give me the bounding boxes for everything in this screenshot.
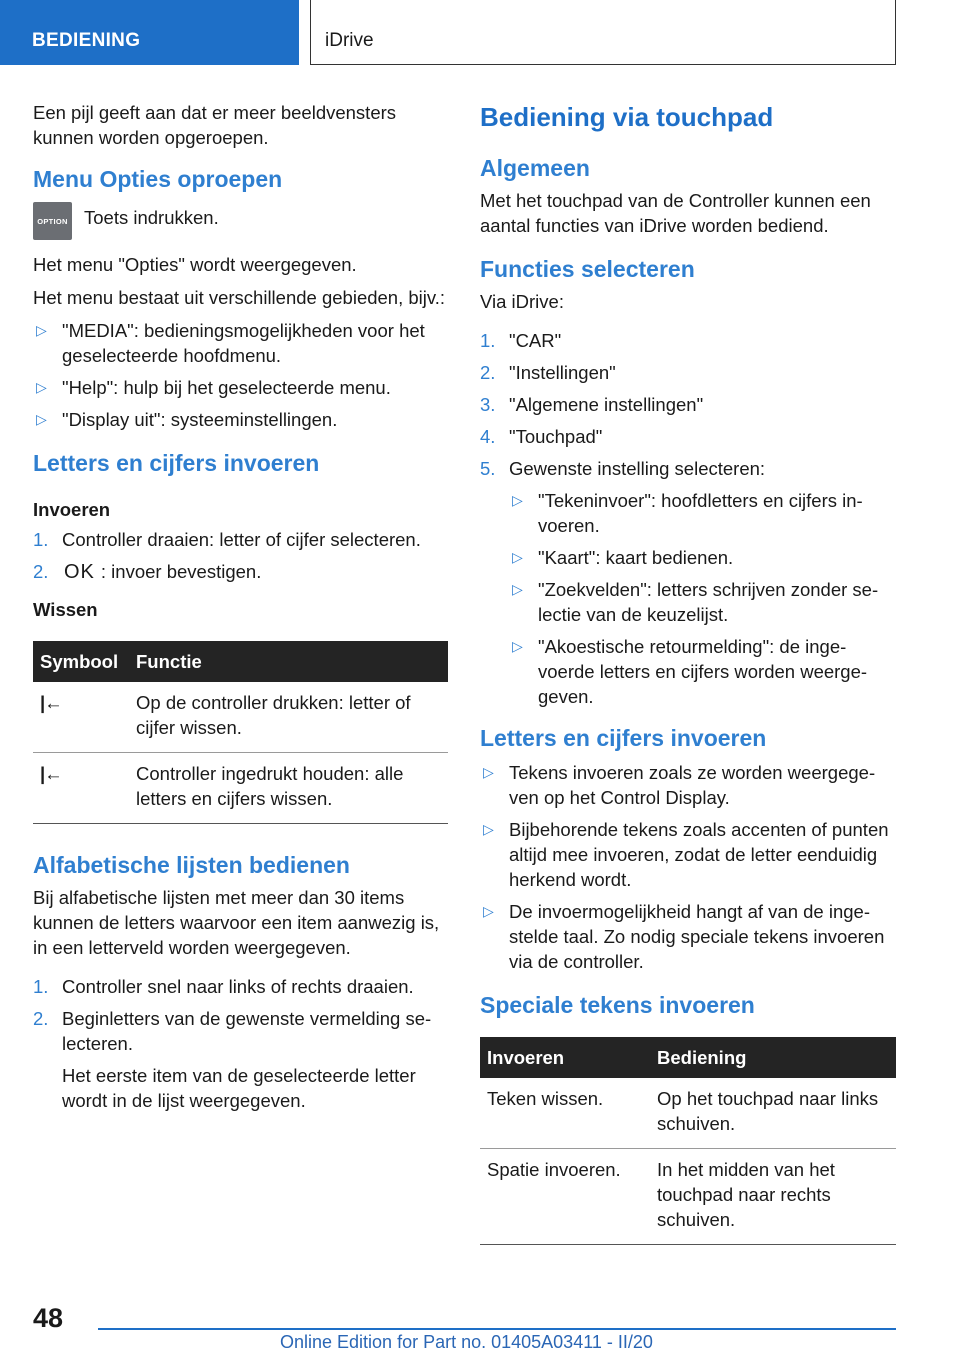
option-button-icon: OPTION <box>33 202 72 240</box>
alpha-step-note: Het eerste item van de geselecteerde letter wordt in de lijst weergegeven. <box>62 1065 416 1111</box>
table-cell: Op de controller drukken: letter of cijfer wissen. <box>129 682 448 753</box>
alpha-steps <box>33 974 448 1113</box>
triangle-right-icon: ▷ <box>483 821 494 837</box>
list-item: ▷ "Display uit": systeeminstellingen. <box>36 409 338 430</box>
special-chars-heading: Speciale tekens invoeren <box>480 992 755 1018</box>
menu-options-heading: Menu Opties oproepen <box>33 166 283 192</box>
table-header-row <box>33 641 448 682</box>
table-cell: In het midden van het touchpad naar rechts schuiven. <box>650 1149 896 1245</box>
edition-link[interactable]: Online Edition for Part no. 01405A03411 - II/20 <box>280 1332 653 1352</box>
letters-heading: Letters en cijfers invoeren <box>33 450 320 476</box>
backspace-arrow-icon: |← <box>33 753 129 824</box>
function-steps <box>480 328 896 709</box>
table-header-symbol: Symbool <box>33 641 129 682</box>
table-row <box>33 682 448 753</box>
footer-divider <box>98 1328 896 1330</box>
list-item: ▷ "Akoestische retourmelding": de ingevoerde letters en cijfers worden weergegeven. <box>512 636 868 707</box>
table-header-function: Functie <box>129 641 448 682</box>
alpha-heading: Alfabetische lijsten bedienen <box>33 852 350 878</box>
table-cell: Op het touchpad naar links schuiven. <box>650 1078 896 1149</box>
page-number: 48 <box>33 1303 64 1333</box>
right-column <box>480 100 896 1257</box>
left-column <box>33 100 448 1120</box>
list-item: ▷ Tekens invoeren zoals ze worden weergegeven op het Control Display. <box>483 762 876 808</box>
table-row <box>480 1149 896 1245</box>
via-idrive-text: Via iDrive: <box>480 291 564 312</box>
table-row <box>33 753 448 824</box>
topic-tab <box>310 0 896 65</box>
list-item: ▷ "MEDIA": bedieningsmogelijkheden voor het geselecteerde hoofdmenu. <box>36 320 425 366</box>
general-heading: Algemeen <box>480 155 590 181</box>
triangle-right-icon: ▷ <box>512 581 523 597</box>
wissen-table <box>33 641 448 824</box>
list-item: ▷ "Help": hulp bij het geselecteerde menu. <box>36 377 391 398</box>
list-item: 2. Beginletters van de gewenste vermelding selecteren. Het eerste item van de geselecteerde letter wordt in de lijst weergegeven. <box>33 1006 448 1113</box>
backspace-arrow-icon: |← <box>33 682 129 753</box>
general-text: Met het touchpad van de Controller kunnen een aantal functies van iDrive worden bediend. <box>480 190 871 236</box>
wissen-heading: Wissen <box>33 599 98 620</box>
setting-options-list <box>509 488 896 709</box>
list-item: ▷ "Zoekvelden": letters schrijven zonder selectie van de keuzelijst. <box>512 579 879 625</box>
list-item: 2. "Instellingen" <box>480 362 616 383</box>
table-cell: Teken wissen. <box>480 1078 650 1149</box>
list-item: 4. "Touchpad" <box>480 426 603 447</box>
section-tab <box>0 0 299 65</box>
triangle-right-icon: ▷ <box>483 903 494 919</box>
triangle-right-icon: ▷ <box>512 492 523 508</box>
list-item: 3. "Algemene instellingen" <box>480 394 704 415</box>
menu-consists-text: Het menu bestaat uit verschillende gebieden, bijv.: <box>33 287 446 308</box>
list-item: 1. "CAR" <box>480 330 562 351</box>
triangle-right-icon: ▷ <box>36 411 47 427</box>
table-header-operation: Bediening <box>650 1037 896 1078</box>
list-item: ▷ "Tekeninvoer": hoofdletters en cijfers invoeren. <box>512 490 863 536</box>
option-press-text: Toets indrukken. <box>84 207 219 228</box>
list-item: ▷ Bijbehorende tekens zoals accenten of punten altijd mee invoeren, zodat de letter eenduidig herkend wordt. <box>483 819 889 890</box>
triangle-right-icon: ▷ <box>36 379 47 395</box>
menu-shown-text: Het menu "Opties" wordt weergegeven. <box>33 254 357 275</box>
ok-icon: OK <box>64 561 95 583</box>
invoeren-steps <box>33 527 448 585</box>
intro-text: Een pijl geeft aan dat er meer beeldvensters kunnen worden opgeroepen. <box>33 102 397 148</box>
list-item: ▷ "Kaart": kaart bedienen. <box>512 547 734 568</box>
option-instruction <box>33 205 448 240</box>
touchpad-letters-list <box>480 760 896 974</box>
triangle-right-icon: ▷ <box>512 549 523 565</box>
list-item: 1. Controller snel naar links of rechts draaien. <box>33 976 414 997</box>
topic-label: iDrive <box>325 30 374 51</box>
functions-heading: Functies selecteren <box>480 256 695 282</box>
table-cell: Controller ingedrukt houden: alle letters en cijfers wissen. <box>129 753 448 824</box>
alpha-text: Bij alfabetische lijsten met meer dan 30 items kunnen de letters waarvoor een item aanwezig is, in een letterveld worden weergegeven. <box>33 887 440 958</box>
triangle-right-icon: ▷ <box>512 638 523 654</box>
list-item: 5. Gewenste instelling selecteren: ▷ "Tekeninvoer": hoofdletters en cijfers invoeren. ▷ "Kaart": kaart bedienen. ▷ "Zoekvelden": letters schrijven zonder selectie van de keuzelijst. ▷ "Akoestische retourmelding": de ingevoerde letters en cijfers worden weergegeven. <box>480 456 896 709</box>
list-item: 2. OK : invoer bevestigen. <box>33 561 262 583</box>
table-header-input: Invoeren <box>480 1037 650 1078</box>
table-row <box>480 1078 896 1149</box>
table-cell: Spatie invoeren. <box>480 1149 650 1245</box>
special-chars-table <box>480 1037 896 1245</box>
invoeren-heading: Invoeren <box>33 499 111 520</box>
table-header-row <box>480 1037 896 1078</box>
menu-items-list <box>33 318 448 432</box>
touchpad-letters-heading: Letters en cijfers invoeren <box>480 725 767 751</box>
section-label: BEDIENING <box>32 30 141 51</box>
list-item: ▷ De invoermogelijkheid hangt af van de ingestelde taal. Zo nodig speciale tekens invoeren via de controller. <box>483 901 885 972</box>
touchpad-heading: Bediening via touchpad <box>480 102 774 132</box>
triangle-right-icon: ▷ <box>483 764 494 780</box>
triangle-right-icon: ▷ <box>36 322 47 338</box>
list-item: 1. Controller draaien: letter of cijfer selecteren. <box>33 529 421 550</box>
